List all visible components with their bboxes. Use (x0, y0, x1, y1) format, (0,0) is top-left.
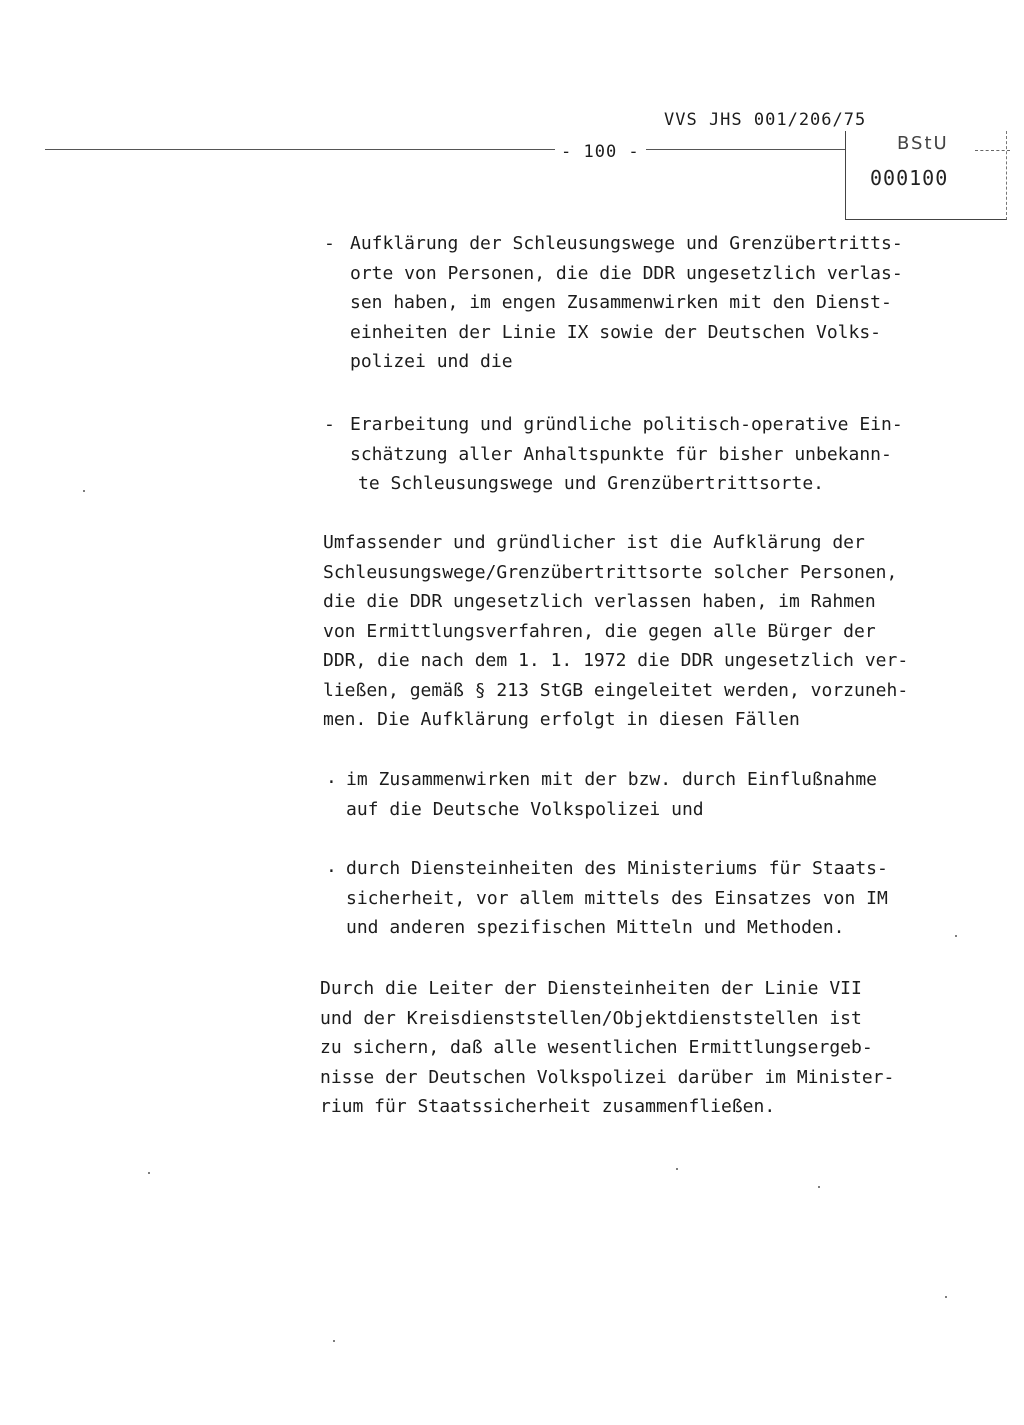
text-line: Durch die Leiter der Diensteinheiten der Linie VII (320, 978, 862, 999)
scan-speck (676, 1168, 678, 1170)
text-line: ließen, gemäß § 213 StGB eingeleitet werden, vorzuneh- (323, 679, 909, 701)
list-item-2 (350, 410, 903, 499)
text-line: von Ermittlungsverfahren, die gegen alle Bürger der (323, 620, 876, 642)
text-line: schätzung aller Anhaltspunkte für bisher unbekann- (350, 443, 892, 465)
text-line: einheiten der Linie IX sowie der Deutschen Volks- (350, 321, 882, 343)
scan-speck (148, 1172, 150, 1174)
scan-speck (945, 1296, 947, 1298)
dot-marker: . (326, 856, 337, 877)
paragraph-2 (320, 974, 894, 1122)
document-reference: VVS JHS 001/206/75 (664, 110, 867, 130)
text-line: men. Die Aufklärung erfolgt in diesen Fällen (323, 709, 800, 730)
dash-marker: - (324, 233, 335, 254)
text-line: zu sichern, daß alle wesentlichen Ermittlungsergeb- (320, 1037, 873, 1058)
paragraph-1 (323, 528, 908, 735)
scan-speck (333, 1340, 335, 1342)
text-line: die die DDR ungesetzlich verlassen haben, im Rahmen (323, 591, 876, 612)
bullet-item-2 (346, 854, 888, 943)
text-line: sen haben, im engen Zusammenwirken mit den Dienst- (350, 292, 892, 313)
text-line: Umfassender und gründlicher ist die Aufklärung der (323, 532, 865, 553)
text-line: DDR, die nach dem 1. 1. 1972 die DDR ungesetzlich ver- (323, 650, 909, 671)
text-line: auf die Deutsche Volkspolizei und (346, 798, 704, 820)
text-line: nisse der Deutschen Volkspolizei darüber im Minister- (320, 1066, 895, 1088)
scan-speck (83, 490, 85, 492)
page-number: - 100 - (555, 142, 646, 162)
scan-speck (955, 935, 957, 937)
text-line: orte von Personen, die die DDR ungesetzlich verlas- (350, 262, 903, 284)
text-line: im Zusammenwirken mit der bzw. durch Einflußnahme (346, 769, 878, 790)
text-line: Schleusungswege/Grenzübertrittsorte solcher Personen, (323, 561, 898, 583)
text-line: sicherheit, vor allem mittels des Einsatzes von IM (346, 887, 888, 909)
scan-speck (818, 1186, 820, 1188)
archive-stamp-label: BStU (897, 133, 949, 154)
text-line: durch Diensteinheiten des Ministeriums für Staats- (346, 858, 888, 879)
text-line: Erarbeitung und gründliche politisch-operative Ein- (350, 414, 903, 435)
text-line: Aufklärung der Schleusungswege und Grenzübertritts- (350, 233, 903, 254)
list-item-1 (350, 229, 903, 377)
text-line: te Schleusungswege und Grenzübertrittsorte. (358, 473, 824, 494)
text-line: und anderen spezifischen Mitteln und Methoden. (346, 917, 845, 938)
dot-marker: . (326, 767, 337, 788)
archive-stamp-number: 000100 (870, 166, 949, 190)
header-rule (45, 149, 845, 150)
dash-marker: - (324, 414, 335, 435)
text-line: polizei und die (350, 351, 513, 372)
text-line: rium für Staatssicherheit zusammenfließen. (320, 1096, 776, 1117)
text-line: und der Kreisdienststellen/Objektdienststellen ist (320, 1007, 862, 1029)
bullet-item-1 (346, 765, 877, 824)
